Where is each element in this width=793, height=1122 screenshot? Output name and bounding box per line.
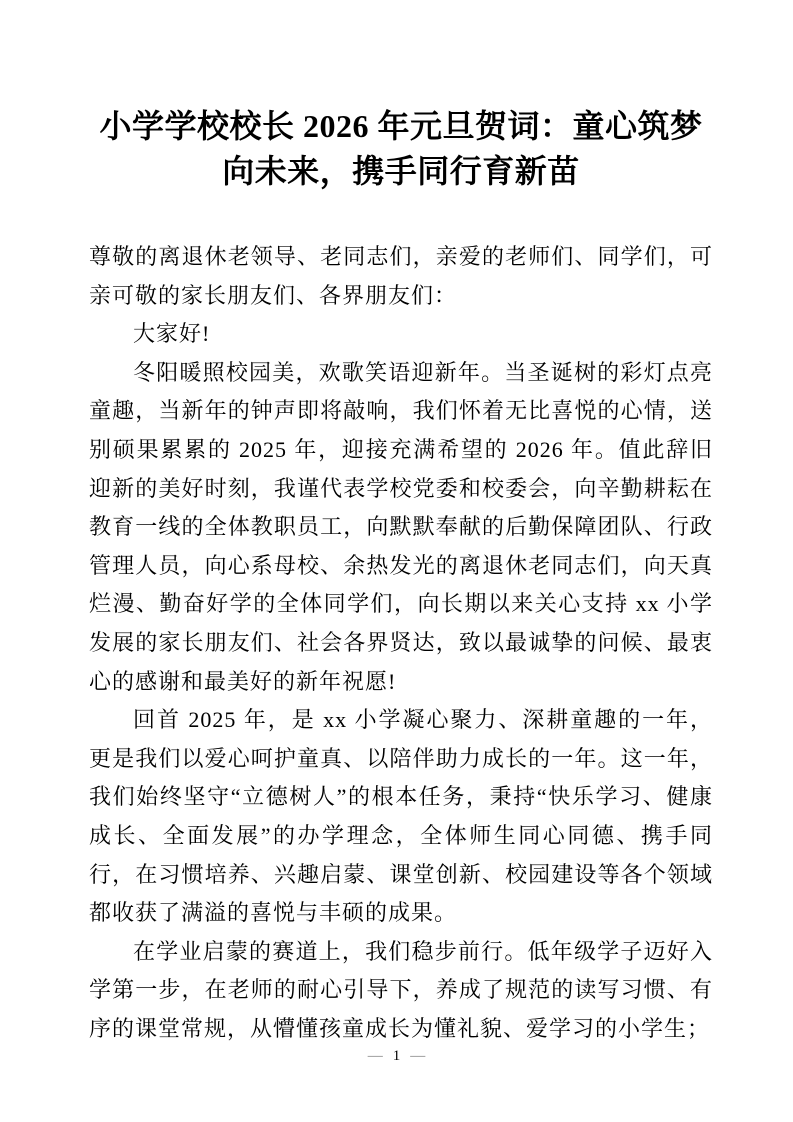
page-number: 1 [392,1048,401,1064]
salutation-paragraph: 尊敬的离退休老领导、老同志们，亲爱的老师们、同学们，可亲可敬的家长朋友们、各界朋友们： [89,244,713,308]
greeting-paragraph: 大家好! [133,321,211,347]
title-line-1: 小学学校校长 2026 年元旦贺词：童心筑梦 [99,108,703,144]
footer-dash-right: — [410,1048,426,1064]
document-title [89,104,713,194]
body-paragraph: 在学业启蒙的赛道上，我们稳步前行。低年级学子迈好入学第一步，在老师的耐心引导下，养成了规范的读写习惯、有序的课堂常规，从懵懂孩童成长为懂礼貌、爱学习的小学生； [89,938,713,1041]
body-paragraph: 回首 2025 年，是 xx 小学凝心聚力、深耕童趣的一年，更是我们以爱心呵护童真、以陪伴助力成长的一年。这一年，我们始终坚守“立德树人”的根本任务，秉持“快乐学习、健康成长、全面发展”的办学理念，全体师生同心同德、携手同行，在习惯培养、兴趣启蒙、课堂创新、校园建设等各个领域都收获了满溢的喜悦与丰硕的成果。 [89,707,713,926]
body-paragraph: 冬阳暖照校园美，欢歌笑语迎新年。当圣诞树的彩灯点亮童趣，当新年的钟声即将敲响，我们怀着无比喜悦的心情，送别硕果累累的 2025 年，迎接充满希望的 2026 年。值此辞旧迎新的美好时刻，我谨代表学校党委和校委会，向辛勤耕耘在教育一线的全体教职员工，向默默奉献的后勤保障团队、行政管理人员，向心系母校、余热发光的离退休老同志们，向天真烂漫、勤奋好学的全体同学们，向长期以来关心支持 xx 小学发展的家长朋友们、社会各界贤达，致以最诚挚的问候、最衷心的感谢和最美好的新年祝愿! [89,359,713,694]
title-line-2: 向未来，携手同行育新苗 [222,153,580,189]
page-footer [0,1048,793,1064]
footer-dash-left: — [367,1048,383,1064]
document-body [89,238,713,1048]
